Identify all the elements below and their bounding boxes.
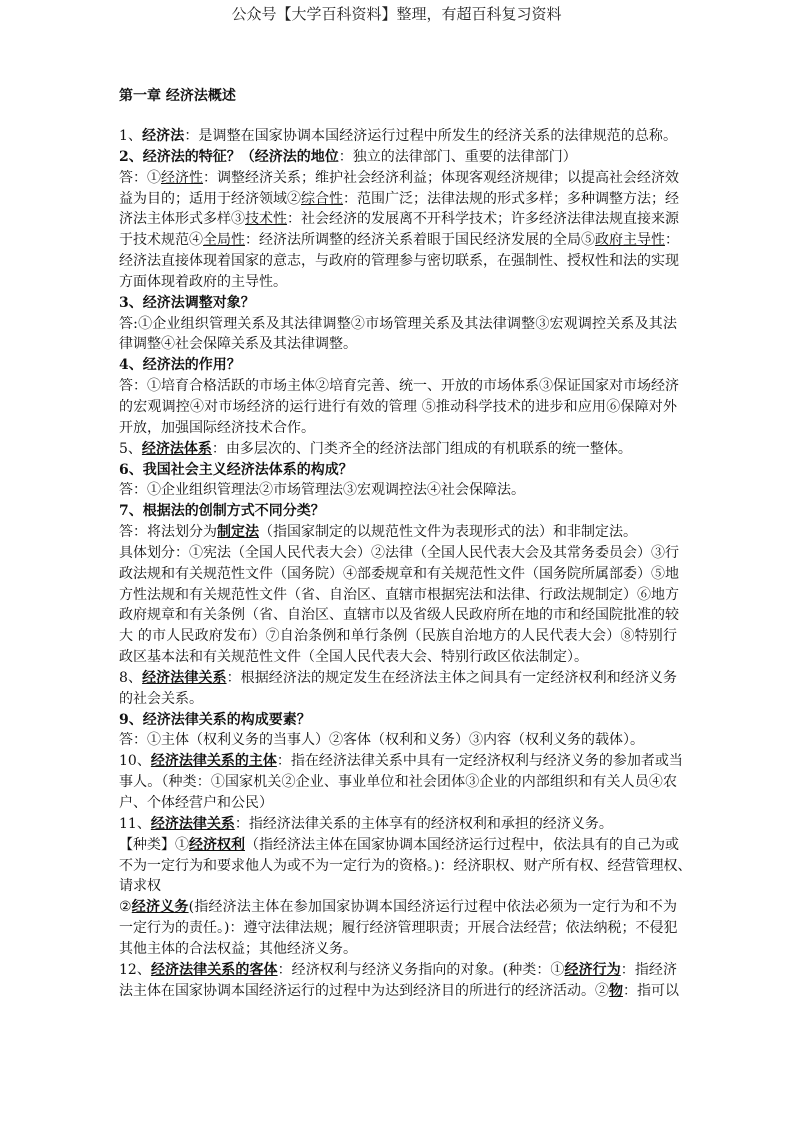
- key-term: 经济法体系: [141, 440, 212, 457]
- text-segment: 益为目的；适用于经济领域②: [119, 190, 301, 207]
- text-segment: 经济法直接体现着国家的意志，与政府的管理参与密切联系，在强制性、授权性和法的实现: [119, 253, 679, 270]
- text-segment: 政法规和有关规范性文件（国务院）④部委规章和有关规范性文件（国务院所属部委）⑤地: [119, 565, 679, 582]
- text-segment: ：: [665, 232, 679, 249]
- text-segment: ：范围广泛；法律法规的形式多样；多种调整方法；经: [343, 190, 679, 207]
- text-line: [119, 835, 677, 856]
- text-line: [119, 751, 683, 772]
- text-segment: 答：将法划分为: [119, 524, 217, 541]
- text-segment: 11、: [119, 815, 151, 832]
- text-line: [119, 689, 677, 710]
- text-segment: ②: [119, 899, 132, 916]
- text-segment: 方面体现着政府的主导性。: [119, 273, 287, 290]
- key-term: 3、经济法调整对象？: [119, 294, 255, 311]
- text-segment: 其他主体的合法权益；其他经济义务。: [119, 940, 357, 957]
- text-segment: 大 的市人民政府发布）⑦自治条例和单行条例（民族自治地方的人民代表大会）⑧特别行: [119, 628, 677, 645]
- text-line: [119, 460, 677, 481]
- key-term: 经济权利: [189, 836, 245, 853]
- page-header: 公众号【大学百科资料】整理，有超百科复习资料: [231, 5, 562, 23]
- text-segment: 政府主导性: [595, 232, 665, 249]
- text-line: [119, 189, 677, 210]
- text-line: [119, 918, 677, 939]
- text-segment: 答:①企业组织管理关系及其法律调整②市场管理关系及其法律调整③宏观调控关系及其法: [119, 315, 677, 332]
- text-segment: ：调整经济关系；维护社会经济利益；体现客观经济规律；以提高社会经济效: [203, 169, 679, 186]
- text-segment: 事人。（种类：①国家机关②企业、事业单位和社会团体③企业的内部组织和有关人员④农: [119, 774, 677, 791]
- text-segment: ：指在经济法律关系中具有一定经济权利与经济义务的参加者或当: [276, 753, 683, 770]
- text-segment: 不为一定行为和要求他人为或不为一定行为的资格。)：经济职权、财产所有权、经营管理权、: [119, 857, 692, 874]
- text-line: [119, 772, 677, 793]
- text-segment: 于技术规范④: [119, 232, 203, 249]
- text-segment: 12、: [119, 961, 151, 978]
- text-line: [119, 168, 677, 189]
- text-segment: （指国家制定的以规范性文件为表现形式的法）和非制定法。: [259, 524, 637, 541]
- text-segment: 一定行为的责任。)：遵守法律法规；履行经济管理职责；开展合法经营；依法纳税；不侵犯: [119, 920, 678, 937]
- text-segment: 经济性: [161, 169, 203, 186]
- text-line: [119, 501, 677, 522]
- text-segment: 律调整④社会保障关系及其法律调整。: [119, 336, 357, 353]
- text-line: [119, 960, 677, 981]
- text-line: [119, 376, 677, 397]
- key-term: 经济法律关系: [142, 669, 227, 686]
- text-segment: 方性法规和有关规范性文件（省、自治区、直辖市根据宪法和法律、行政法规制定）⑥地方: [119, 586, 679, 603]
- key-term: 经济法律关系的主体: [150, 753, 277, 770]
- text-line: [119, 856, 692, 877]
- text-line: [119, 522, 677, 543]
- key-term: 9、经济法律关系的构成要素？: [119, 711, 311, 728]
- text-segment: 技术性: [245, 211, 287, 228]
- text-line: [119, 814, 677, 835]
- text-segment: 【种类】①: [119, 836, 189, 853]
- text-line: [119, 355, 677, 376]
- key-term: 经济法: [142, 128, 185, 144]
- text-segment: ：指经济法律关系的主体享有的经济权利和承担的经济义务。: [234, 815, 613, 832]
- key-term: 6、我国社会主义经济法体系的构成？: [119, 461, 353, 478]
- text-segment: ：社会经济的发展离不开科学技术；许多经济法律法规直接来源: [287, 211, 679, 228]
- text-line: [119, 126, 677, 147]
- text-line: [119, 543, 677, 564]
- text-segment: ：根据经济法的规定发生在经济法主体之间具有一定经济权利和经济义务: [226, 669, 678, 686]
- key-term: 物: [609, 982, 623, 999]
- text-line: [119, 981, 677, 1002]
- text-line: [119, 209, 677, 230]
- text-line: [119, 876, 677, 897]
- text-line: [119, 334, 677, 355]
- text-segment: 政府规章和有关条例（省、自治区、直辖市以及省级人民政府所在地的市和经国院批准的较: [119, 607, 679, 624]
- text-line: [119, 439, 677, 460]
- text-segment: ：指经济: [620, 961, 677, 978]
- text-segment: ：经济法所调整的经济关系着眼于国民经济发展的全局⑤: [245, 232, 595, 249]
- text-segment: 全局性: [203, 232, 245, 249]
- text-segment: 政区基本法和有关规范性文件（全国人民代表大会、特别行政区依法制定）。: [119, 649, 588, 666]
- text-segment: 答：①主体（权利义务的当事人）②客体（权利和义务）③内容（权利义务的载体）。: [119, 732, 644, 749]
- key-term: 经济行为: [564, 961, 621, 978]
- text-segment: 的社会关系。: [119, 690, 203, 707]
- text-segment: 开放，加强国际经济技术合作。: [119, 419, 315, 436]
- text-segment: 具体划分：①宪法（全国人民代表大会）②法律（全国人民代表大会及其常务委员会）③行: [119, 544, 679, 561]
- text-line: [119, 585, 677, 606]
- text-line: [119, 147, 677, 168]
- key-term: 2、经济法的特征？（经济法的地位: [119, 148, 339, 165]
- text-segment: ：经济权利与经济义务指向的对象。(种类：①: [277, 961, 565, 978]
- text-line: [119, 397, 677, 418]
- key-term: 经济法律关系的客体: [150, 961, 278, 978]
- text-line: [119, 293, 677, 314]
- key-term: 经济义务: [131, 899, 189, 916]
- text-line: [119, 251, 677, 272]
- text-segment: 8、: [119, 669, 143, 686]
- key-term: 7、根据法的创制方式不同分类？: [119, 503, 325, 520]
- text-line: [119, 480, 677, 501]
- text-segment: ：独立的法律部门、重要的法律部门）: [338, 148, 577, 165]
- text-line: [119, 710, 677, 731]
- text-line: [119, 668, 677, 689]
- text-segment: ：是调整在国家协调本国经济运行过程中所发生的经济关系的法律规范的总称。: [184, 128, 678, 144]
- key-term: 制定法: [217, 524, 259, 541]
- text-line: [119, 793, 677, 814]
- text-segment: 答：①企业组织管理法②市场管理法③宏观调控法④社会保障法。: [119, 482, 525, 499]
- text-line: [119, 626, 677, 647]
- text-segment: 户、个体经营户和公民）: [119, 795, 273, 811]
- text-segment: （指经济法主体在国家协调本国经济运行过程中，依法具有的自己为或: [245, 836, 679, 853]
- text-segment: 的宏观调控④对市场经济的运行进行有效的管理 ⑤推动科学技术的进步和应用⑥保障对外: [119, 398, 677, 415]
- text-line: [119, 418, 677, 439]
- text-segment: 济法主体形式多样③: [119, 211, 245, 228]
- text-segment: 答：①: [119, 169, 161, 186]
- text-segment: 答：①培育合格活跃的市场主体②培育完善、统一、开放的市场体系③保证国家对市场经济: [119, 378, 679, 395]
- text-line: [119, 272, 677, 293]
- text-line: [119, 230, 677, 251]
- text-line: [119, 314, 677, 335]
- text-segment: 1、: [119, 128, 143, 144]
- key-term: 经济法律关系: [150, 815, 235, 832]
- text-segment: 5、: [119, 440, 142, 457]
- text-line: [119, 564, 677, 585]
- text-segment: 请求权: [119, 878, 161, 895]
- text-line: [119, 897, 677, 918]
- text-segment: ：指可以: [623, 982, 679, 999]
- text-line: [119, 939, 677, 960]
- text-line: [119, 605, 677, 626]
- text-segment: 法主体在国家协调本国经济运行的过程中为达到经济目的所进行的经济活动。②: [119, 982, 609, 999]
- document-body: [119, 126, 692, 1001]
- text-line: [119, 730, 677, 751]
- chapter-title: 第一章 经济法概述: [119, 88, 236, 104]
- text-segment: 10、: [119, 753, 151, 770]
- text-segment: 综合性: [301, 190, 343, 207]
- key-term: 4、经济法的作用？: [119, 357, 241, 374]
- text-line: [119, 647, 677, 668]
- text-segment: (指经济法主体在参加国家协调本国经济运行过程中依法必须为一定行为和不为: [188, 899, 678, 916]
- text-segment: ：由多层次的、门类齐全的经济法部门组成的有机联系的统一整体。: [211, 440, 632, 457]
